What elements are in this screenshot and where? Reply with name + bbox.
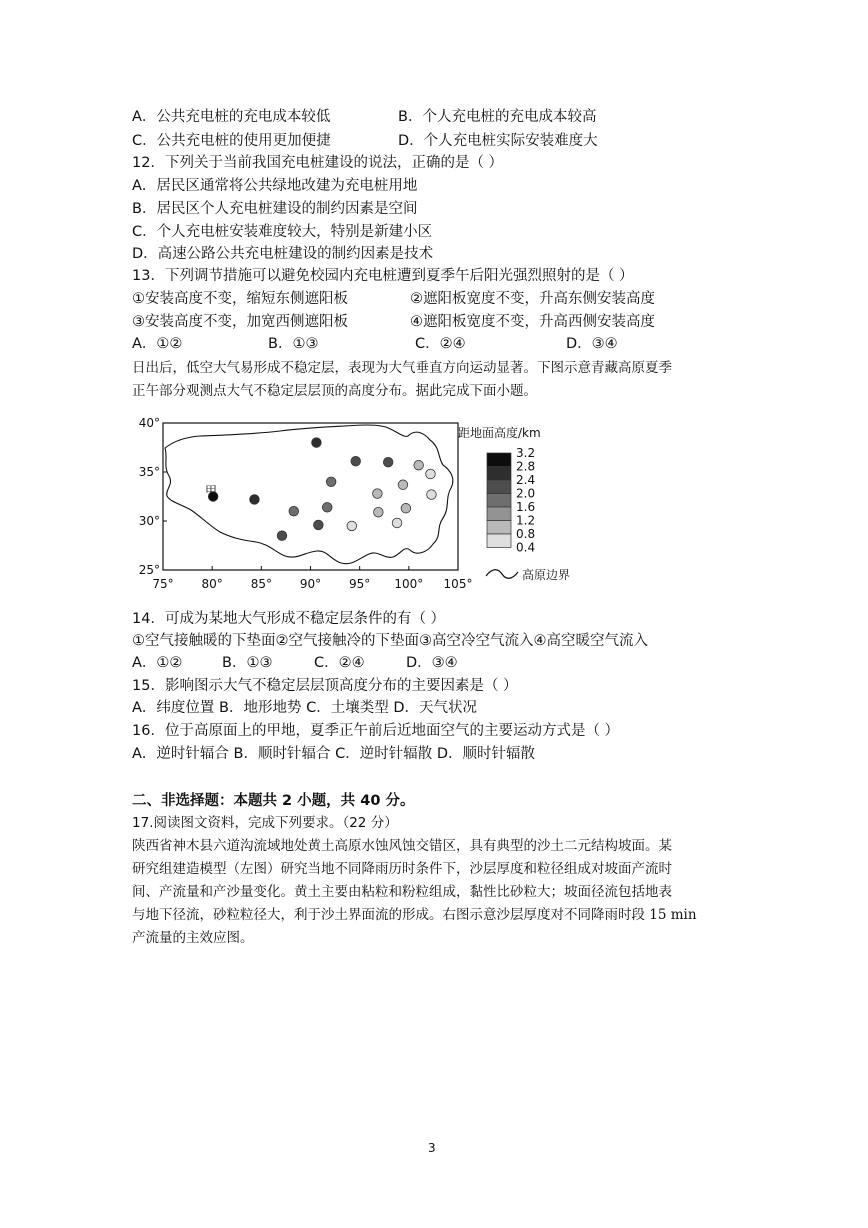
legend-title: 距地面高度/km xyxy=(458,426,541,440)
legend-value-label: 3.2 xyxy=(516,446,536,460)
q11-option-d: D．个人充电桩实际安装难度大 xyxy=(398,133,598,149)
q14-option-c: C．②④ xyxy=(314,655,365,671)
station-point-18 xyxy=(426,469,436,479)
q14-option-d: D．③④ xyxy=(406,655,458,671)
x-tick-label: 100° xyxy=(394,577,424,591)
q14-option-b: B．①③ xyxy=(222,655,273,671)
x-tick-label: 90° xyxy=(299,577,322,591)
station-point-19 xyxy=(427,490,437,500)
q12-option-d: D．高速公路公共充电桩建设的制约因素是技术 xyxy=(132,246,434,262)
station-point-9 xyxy=(351,456,361,466)
q11-option-a: A．公共充电桩的充电成本较低 xyxy=(132,109,331,125)
station-point-10 xyxy=(347,521,357,531)
station-point-15 xyxy=(401,503,411,513)
y-tick-label: 35° xyxy=(138,465,160,479)
q13-stem: 13．下列调节措施可以避免校园内充电桩遭到夏季午后阳光强烈照射的是（ ） xyxy=(132,268,634,284)
q17-para-line-1: 陕西省神木县六道沟流域地处黄土高原水蚀风蚀交错区，具有典型的沙土二元结构坡面。某 xyxy=(132,838,672,854)
q17-para-line-5: 产流量的主效应图。 xyxy=(132,930,254,946)
legend-swatch xyxy=(487,453,511,467)
x-tick-label: 75° xyxy=(152,577,174,591)
q11-option-c: C．公共充电桩的使用更加便捷 xyxy=(132,133,331,149)
legend-value-label: 1.6 xyxy=(516,500,536,514)
station-point-12 xyxy=(383,457,393,467)
station-point-4 xyxy=(289,506,299,516)
boundary-legend-symbol xyxy=(486,570,518,579)
x-tick-label: 80° xyxy=(201,577,223,591)
q13-option-b: B．①③ xyxy=(268,336,319,352)
station-point-8 xyxy=(326,477,336,487)
legend-swatch xyxy=(487,467,511,481)
legend-value-label: 1.2 xyxy=(516,513,536,528)
station-point-17 xyxy=(414,460,424,470)
q17-stem: 17.阅读图文资料，完成下列要求。（22 分） xyxy=(132,815,398,831)
q13-option-c: C．②④ xyxy=(415,336,466,352)
q16-options: A．逆时针辐合 B．顺时针辐合 C．逆时针辐散 D．顺时针辐散 xyxy=(132,746,535,762)
point-jia-label: 甲 xyxy=(205,484,218,498)
station-point-14 xyxy=(398,480,408,490)
section-2-heading: 二、非选择题：本题共 2 小题，共 40 分。 xyxy=(132,793,415,809)
q13-item-4: ④遮阳板宽度不变，升高西侧安装高度 xyxy=(410,314,655,330)
legend-value-label: 0.4 xyxy=(516,540,536,555)
station-point-16 xyxy=(392,518,402,528)
legend-swatch xyxy=(487,507,511,521)
q17-para-line-4: 与地下径流，砂粒粒径大，利于沙土界面流的形成。右图示意沙层厚度对不同降雨时段 15 min xyxy=(132,907,697,923)
x-tick-label: 85° xyxy=(250,577,272,591)
boundary-legend-label: 高原边界 xyxy=(522,568,571,582)
y-tick-label: 40° xyxy=(138,416,160,430)
q12-stem: 12．下列关于当前我国充电桩建设的说法，正确的是（ ） xyxy=(132,155,504,171)
q12-option-b: B．居民区个人充电桩建设的制约因素是空间 xyxy=(132,201,418,217)
q17-para-line-3: 间、产流量和产沙量变化。黄土主要由粘粒和粉粒组成，黏性比砂粒大；坡面径流包括地表 xyxy=(132,884,672,900)
legend-value-label: 2.4 xyxy=(516,473,536,487)
q13-option-d: D．③④ xyxy=(566,336,618,352)
q15-stem: 15．影响图示大气不稳定层层顶高度分布的主要因素是（ ） xyxy=(132,678,518,694)
q13-item-2: ②遮阳板宽度不变，升高东侧安装高度 xyxy=(410,291,655,307)
legend-swatch xyxy=(487,521,511,535)
q11-option-b: B．个人充电桩的充电成本较高 xyxy=(398,109,597,125)
q12-option-c: C．个人充电桩安装难度较大，特别是新建小区 xyxy=(132,224,433,240)
station-point-7 xyxy=(322,502,332,512)
station-point-6 xyxy=(314,520,324,530)
station-point-2 xyxy=(250,495,260,505)
q13-option-a: A．①② xyxy=(132,336,183,352)
station-point-3 xyxy=(277,531,287,541)
legend-swatch xyxy=(487,494,511,508)
q12-option-a: A．居民区通常将公共绿地改建为充电桩用地 xyxy=(132,178,418,194)
legend-value-label: 2.8 xyxy=(516,459,536,474)
tibet-plateau-map xyxy=(128,410,598,596)
q13-item-1: ①安装高度不变，缩短东侧遮阳板 xyxy=(132,291,348,307)
station-point-11 xyxy=(373,489,383,499)
q15-options: A．纬度位置 B．地形地势 C．土壤类型 D．天气状况 xyxy=(132,700,477,716)
y-tick-label: 30° xyxy=(138,514,160,528)
q16-stem: 16．位于高原面上的甲地，夏季正午前后近地面空气的主要运动方式是（ ） xyxy=(132,723,620,739)
q17-para-line-2: 研究组建造模型（左图）研究当地不同降雨历时条件下，沙层厚度和粒径组成对坡面产流时 xyxy=(132,861,672,877)
station-point-5 xyxy=(312,438,322,448)
q14-stem: 14．可成为某地大气形成不稳定层条件的有（ ） xyxy=(132,611,446,627)
q14-items: ①空气接触暖的下垫面②空气接触冷的下垫面③高空冷空气流入④高空暖空气流入 xyxy=(132,633,648,649)
x-tick-label: 105° xyxy=(443,577,473,591)
legend-value-label: 0.8 xyxy=(516,527,536,541)
page-number: 3 xyxy=(428,1141,436,1155)
intro-line-2: 正午部分观测点大气不稳定层层顶的高度分布。据此完成下面小题。 xyxy=(132,383,537,399)
q14-option-a: A．①② xyxy=(132,655,183,671)
x-tick-label: 95° xyxy=(349,577,371,591)
legend-swatch xyxy=(487,534,511,548)
station-points xyxy=(208,438,436,541)
y-tick-label: 25° xyxy=(138,563,160,577)
legend-value-label: 2.0 xyxy=(516,486,536,501)
legend-swatch xyxy=(487,480,511,494)
height-legend xyxy=(487,446,535,555)
q13-item-3: ③安装高度不变，加宽西侧遮阳板 xyxy=(132,314,348,330)
intro-line-1: 日出后，低空大气易形成不稳定层，表现为大气垂直方向运动显著。下图示意青藏高原夏季 xyxy=(132,360,672,376)
station-point-13 xyxy=(374,507,384,517)
